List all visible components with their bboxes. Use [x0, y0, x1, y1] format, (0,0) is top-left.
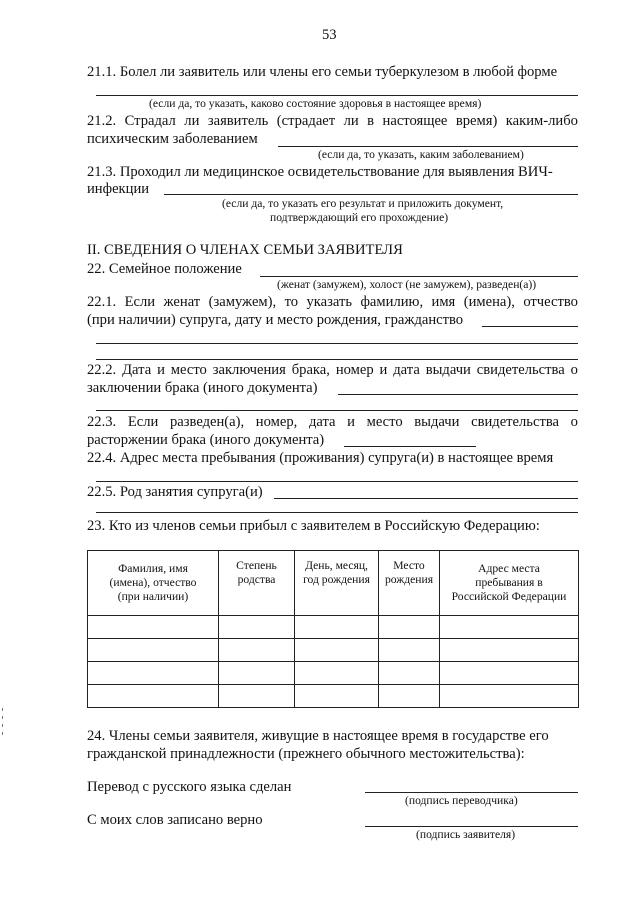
table-cell[interactable] [88, 685, 219, 708]
table-header-row [88, 551, 579, 616]
header-line: Фамилия, имя [118, 562, 188, 575]
page-number: 53 [322, 27, 337, 43]
table-cell[interactable] [379, 662, 440, 685]
word: имя [431, 294, 456, 310]
table-cell[interactable] [295, 662, 379, 685]
word: Если [127, 414, 159, 430]
header-line: Место [393, 559, 425, 572]
word: указать [306, 294, 353, 310]
table-cell[interactable] [219, 662, 295, 685]
scan-edge-mark [2, 732, 3, 735]
table-cell[interactable] [440, 616, 579, 639]
translation-label: Перевод с русского языка сделан [87, 779, 292, 795]
header-line: День, месяц, [305, 559, 368, 572]
word: дата [308, 414, 336, 430]
q21-2-line1 [87, 113, 578, 130]
word: о [570, 362, 578, 378]
q22-hint: (женат (замужем), холост (не замужем), разведен(а)) [277, 278, 537, 291]
col-header-birthdate [295, 551, 379, 616]
table-cell[interactable] [295, 639, 379, 662]
word: ли [343, 113, 359, 129]
scan-edge-mark [2, 708, 3, 711]
table-row [88, 616, 579, 639]
word: настоящее [382, 113, 448, 129]
q22-5-text: 22.5. Род занятия супруга(и) [87, 484, 263, 500]
table-cell[interactable] [379, 616, 440, 639]
table-cell[interactable] [88, 662, 219, 685]
q21-3-hint1: (если да, то указать его результат и приложить документ, [222, 197, 504, 210]
word: заявитель [207, 113, 269, 129]
header-line: год рождения [303, 573, 370, 586]
word: (имена), [463, 294, 515, 310]
word: место [170, 362, 207, 378]
word: ли [184, 113, 200, 129]
q22-5-answer-line-1[interactable] [274, 498, 578, 499]
applicant-signature-line[interactable] [365, 826, 578, 827]
word: 22.2. [87, 362, 117, 378]
q21-3-line2: инфекции [87, 181, 150, 197]
header-line: (при наличии) [117, 590, 189, 603]
word: и [347, 414, 355, 430]
q22-2-line1 [87, 362, 578, 379]
col-header-address [440, 551, 579, 616]
q22-4-text: 22.4. Адрес места пребывания (проживания) супруга(и) в настоящее время [87, 450, 554, 466]
q21-1-hint: (если да, то указать, каково состояние здоровья в настоящее время) [149, 97, 482, 110]
word: и [157, 362, 165, 378]
table-row [88, 639, 579, 662]
word: (страдает [276, 113, 336, 129]
q24-line2: гражданской принадлежности (прежнего обычного местожительства): [87, 746, 525, 762]
q22-1-answer-line-3[interactable] [96, 359, 578, 360]
translator-signature-hint: (подпись переводчика) [405, 794, 518, 807]
q22-3-line1 [87, 414, 578, 431]
table-row [88, 685, 579, 708]
word: номер [335, 362, 374, 378]
word: (замужем), [208, 294, 277, 310]
table-cell[interactable] [295, 616, 379, 639]
word: выдачи [425, 362, 471, 378]
q22-answer-line[interactable] [260, 276, 578, 277]
q22-3-line2: расторжении брака (иного документа) [87, 432, 325, 448]
q21-3-answer-line[interactable] [164, 194, 578, 195]
word: номер, [255, 414, 298, 430]
table-cell[interactable] [379, 639, 440, 662]
verified-label: С моих слов записано верно [87, 812, 263, 828]
q22-1-answer-line-1[interactable] [482, 326, 578, 327]
col-header-relation [219, 551, 295, 616]
q22-1-line1 [87, 294, 578, 311]
word: время) [455, 113, 498, 129]
table-cell[interactable] [88, 639, 219, 662]
word: фамилию, [360, 294, 424, 310]
family-members-table [87, 550, 579, 708]
q21-2-hint: (если да, то указать, каким заболеванием) [318, 148, 524, 161]
word: свидетельства [471, 414, 559, 430]
word: в [367, 113, 375, 129]
q21-1-text: 21.1. Болел ли заявитель или члены его семьи туберкулезом в любой форме [87, 64, 558, 80]
table-cell[interactable] [219, 685, 295, 708]
q22-2-line2: заключении брака (иного документа) [87, 380, 318, 396]
word: заключения [212, 362, 286, 378]
q24-line1: 24. Члены семьи заявителя, живущие в настоящее время в государстве его [87, 728, 549, 744]
header-line: Степень [236, 559, 277, 572]
table-cell[interactable] [440, 662, 579, 685]
word: место [366, 414, 403, 430]
word: 22.3. [87, 414, 117, 430]
q22-4-answer-line[interactable] [96, 481, 578, 482]
word: свидетельства [476, 362, 565, 378]
q22-5-answer-line-2[interactable] [96, 512, 578, 513]
word: о [570, 414, 578, 430]
word: женат [163, 294, 201, 310]
scan-edge-mark [2, 716, 3, 719]
q21-1-answer-line[interactable] [96, 95, 578, 96]
header-line: родства [237, 573, 276, 586]
q22-3-answer-line[interactable] [344, 446, 476, 447]
word: 22.1. [87, 294, 117, 310]
header-line: рождения [384, 573, 434, 586]
q23-text: 23. Кто из членов семьи прибыл с заявителем в Российскую Федерацию: [87, 518, 540, 534]
table-cell[interactable] [88, 616, 219, 639]
word: 21.2. [87, 113, 117, 129]
q22-2-answer-line-1[interactable] [338, 394, 578, 395]
word: Страдал [124, 113, 176, 129]
col-header-name [88, 551, 219, 616]
q21-3-hint2: подтверждающий его прохождение) [270, 211, 449, 224]
table-row [88, 662, 579, 685]
word: выдачи [414, 414, 460, 430]
header-line: Российской Федерации [451, 590, 567, 603]
word: дата [393, 362, 420, 378]
word: Дата [122, 362, 152, 378]
table-cell[interactable] [440, 639, 579, 662]
col-header-birthplace [379, 551, 440, 616]
header-line: Адрес места [478, 562, 540, 575]
q22-text: 22. Семейное положение [87, 261, 242, 277]
word: брака, [291, 362, 330, 378]
table-cell[interactable] [219, 616, 295, 639]
translator-signature-line[interactable] [365, 792, 578, 793]
q22-1-answer-line-2[interactable] [96, 343, 578, 344]
q22-2-answer-line-2[interactable] [96, 410, 578, 411]
q22-1-line2: (при наличии) супруга, дату и место рождения, гражданство [87, 312, 464, 328]
q21-3-line1: 21.3. Проходил ли медицинское освидетельствование для выявления ВИЧ- [87, 164, 553, 180]
header-line: (имена), отчество [109, 576, 197, 589]
table-cell[interactable] [440, 685, 579, 708]
word: Если [124, 294, 156, 310]
word: отчество [523, 294, 578, 310]
q21-2-answer-line[interactable] [278, 146, 578, 147]
applicant-signature-hint: (подпись заявителя) [416, 828, 516, 841]
word: и [379, 362, 388, 378]
scan-edge-mark [2, 724, 3, 727]
table-cell[interactable] [295, 685, 379, 708]
q21-2-line2: психическим заболеванием [87, 131, 258, 147]
header-line: пребывания в [475, 576, 543, 589]
word: каким-либо [505, 113, 578, 129]
word: то [284, 294, 299, 310]
table-cell[interactable] [379, 685, 440, 708]
section-2-heading: II. СВЕДЕНИЯ О ЧЛЕНАХ СЕМЬИ ЗАЯВИТЕЛЯ [87, 242, 403, 258]
word: разведен(а), [169, 414, 245, 430]
table-cell[interactable] [219, 639, 295, 662]
